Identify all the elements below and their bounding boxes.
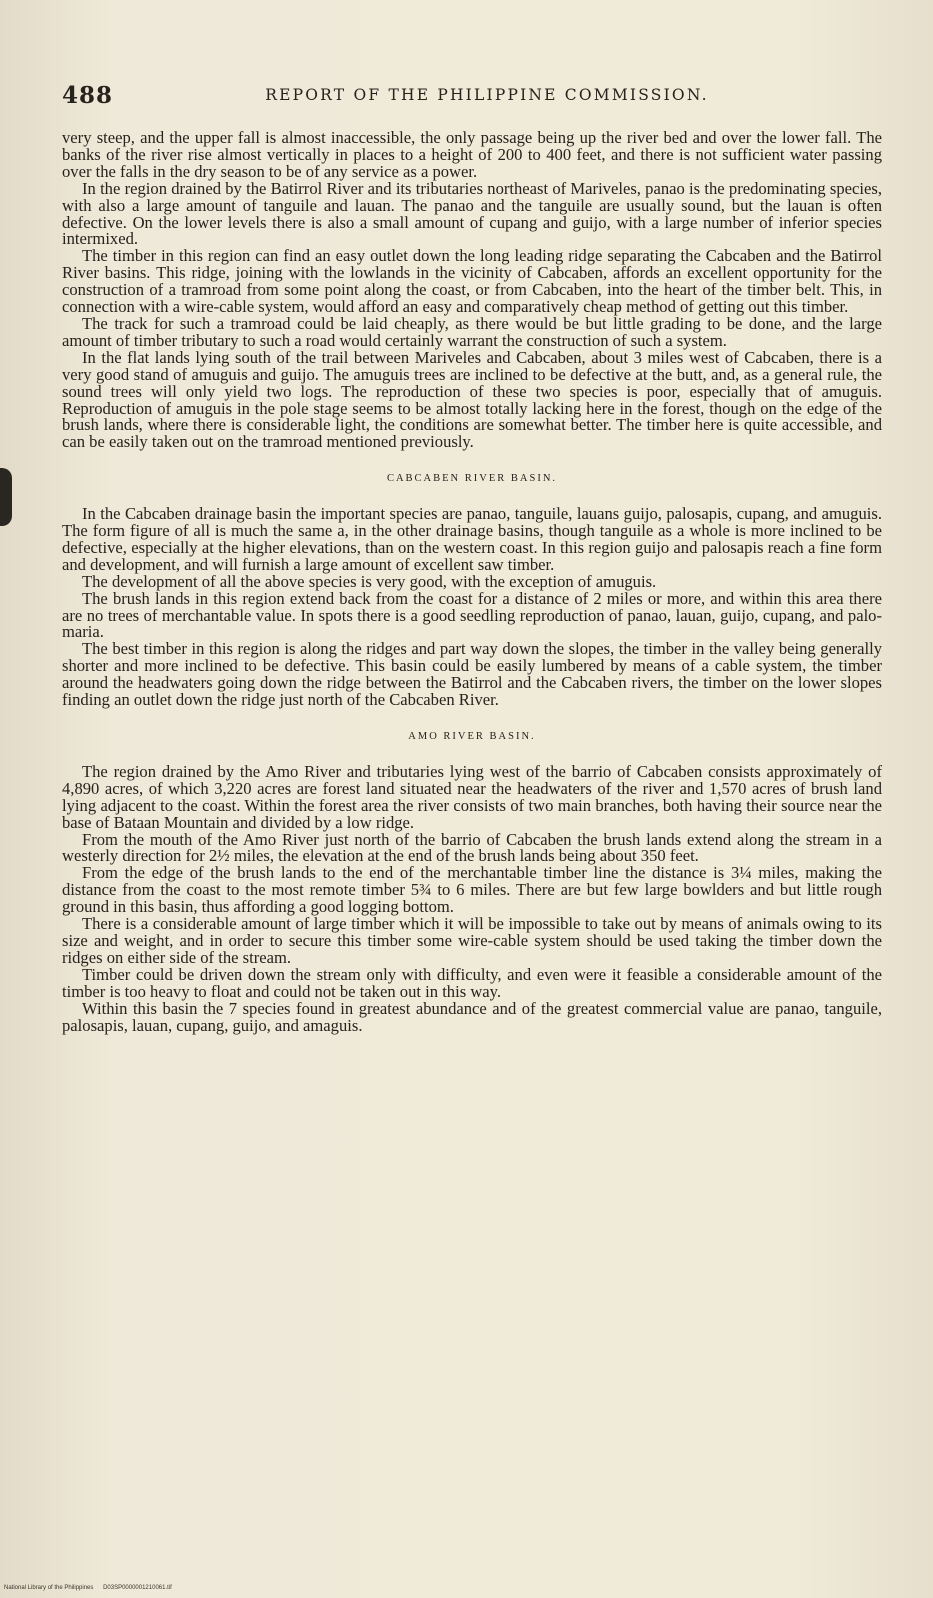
binding-shadow <box>0 468 12 526</box>
paragraph: The timber in this region can find an easy outlet down the long leading ridge separating the Cabcaben and the Batirrol River basins. This ridge, joining with the lowlands in the vicinity of Cabcaben, affords an excellent opportunity for the construction of a tramroad from some point along the coast, or from Cabcaben, into the heart of the timber belt. This, in connection with a wire-cable system, would afford an easy and comparatively cheap method of getting out this timber. <box>62 246 882 317</box>
paragraph: In the region drained by the Batirrol River and its tributaries northeast of Mariveles, panao is the predominating species, with also a large amount of tanguile and lauan. The panao and the tanguile are usually sound, but the lauan is often defective. On the lower levels there is also a small amount of cupang and guijo, with a large number of inferior species intermixed. <box>62 178 882 249</box>
paragraph: From the edge of the brush lands to the end of the merchantable timber line the distance is 3¼ miles, making the distance from the coast to the most remote timber 5¾ to 6 miles. There are but few large bowlders and but little rough ground in this basin, thus affording a good logging bottom. <box>62 863 882 917</box>
page-body <box>62 130 882 1034</box>
paragraph: Within this basin the 7 species found in greatest abundance and of the greatest commercial value are panao, tanguile, palosapis, lauan, cupang, guijo, and amaguis. <box>62 998 882 1035</box>
paragraph: very steep, and the upper fall is almost inaccessible, the only passage being up the river bed and over the lower fall. The banks of the river rise almost vertically in places to a height of 200 to 400 feet, and there is not sufficient water passing over the falls in the dry season to be of any service as a power. <box>62 128 882 181</box>
page-header <box>62 82 882 112</box>
paragraph: The track for such a tramroad could be laid cheaply, as there would be but little grading to be done, and the large amount of timber tributary to such a road would certainly warrant the construction of such a system. <box>62 313 882 350</box>
paragraph: From the mouth of the Amo River just north of the barrio of Cabcaben the brush lands extend along the stream in a westerly direction for 2½ miles, the elevation at the end of the brush lands being about 350 feet. <box>62 829 882 866</box>
paragraph: Timber could be driven down the stream only with difficulty, and even were it feasible a considerable amount of the timber is too heavy to float and could not be taken out in this way. <box>62 964 882 1001</box>
section-heading-amo: AMO RIVER BASIN. <box>408 731 536 742</box>
paragraph: In the flat lands lying south of the trail between Mariveles and Cabcaben, about 3 miles west of Cabcaben, there is a very good stand of amuguis and guijo. The amuguis trees are inclined to be defective at the butt, and, as a general rule, the sound trees will only yield two logs. The reproduction of these two species is poor, especially that of amuguis. Reproduction of amuguis in the pole stage seems to be almost totally lacking here in the forest, though on the edge of the brush lands, where there is considerable light, the conditions are somewhat better. The timber here is quite accessible, and can be easily taken out on the tramroad mentioned previously. <box>62 347 882 452</box>
scan-id: D03SP0000001210061.tif <box>103 1585 172 1591</box>
paragraph: In the Cabcaben drainage basin the important species are panao, tanguile, lauans guijo, palosapis, cupang, and amuguis. The form figure of all is much the same a, in the other drainage basins, though tanguile as a whole is more inclined to be defective, especially at the higher elevations, than on the western coast. In this region guijo and palosapis reach a fine form and development, and will furnish a large amount of excellent saw timber. <box>62 504 882 574</box>
library-credit: National Library of the Philippines <box>4 1585 94 1591</box>
paragraph: The development of all the above species is very good, with the exception of amuguis. <box>82 571 657 591</box>
paragraph: The best timber in this region is along the ridges and part way down the slopes, the timber in the valley being generally shorter and more inclined to be defective. This basin could be easily lumbered by means of a cable system, the timber around the headwaters going down the ridge between the Batirrol and the Cabcaben rivers, the timber on the lower slopes finding an outlet down the ridge just north of the Cabcaben River. <box>62 639 882 710</box>
paragraph: The region drained by the Amo River and tributaries lying west of the barrio of Cabcaben consists approximately of 4,890 acres, of which 3,220 acres are forest land situated near the headwaters of the river and 1,570 acres of brush land lying adjacent to the coast. Within the forest area the river consists of two main branches, both having their source near the base of Bataan Mountain and divided by a low ridge. <box>62 761 882 832</box>
paragraph: There is a considerable amount of large timber which it will be impossible to take out by means of animals owing to its size and weight, and in order to secure this timber some wire-cable system should be used taking the timber down the ridges on either side of the stream. <box>62 914 882 967</box>
scan-footer <box>4 1585 180 1591</box>
section-heading-cabcaben: CABCABEN RIVER BASIN. <box>386 473 558 485</box>
paragraph: The brush lands in this region extend back from the coast for a distance of 2 miles or more, and within this area there are no trees of merchantable value. In spots there is a good seedling reproduction of panao, lauan, guijo, cupang, and palo-maria. <box>62 588 882 642</box>
page-number: 488 <box>62 82 114 109</box>
running-head: REPORT OF THE PHILIPPINE COMMISSION. <box>265 86 709 104</box>
